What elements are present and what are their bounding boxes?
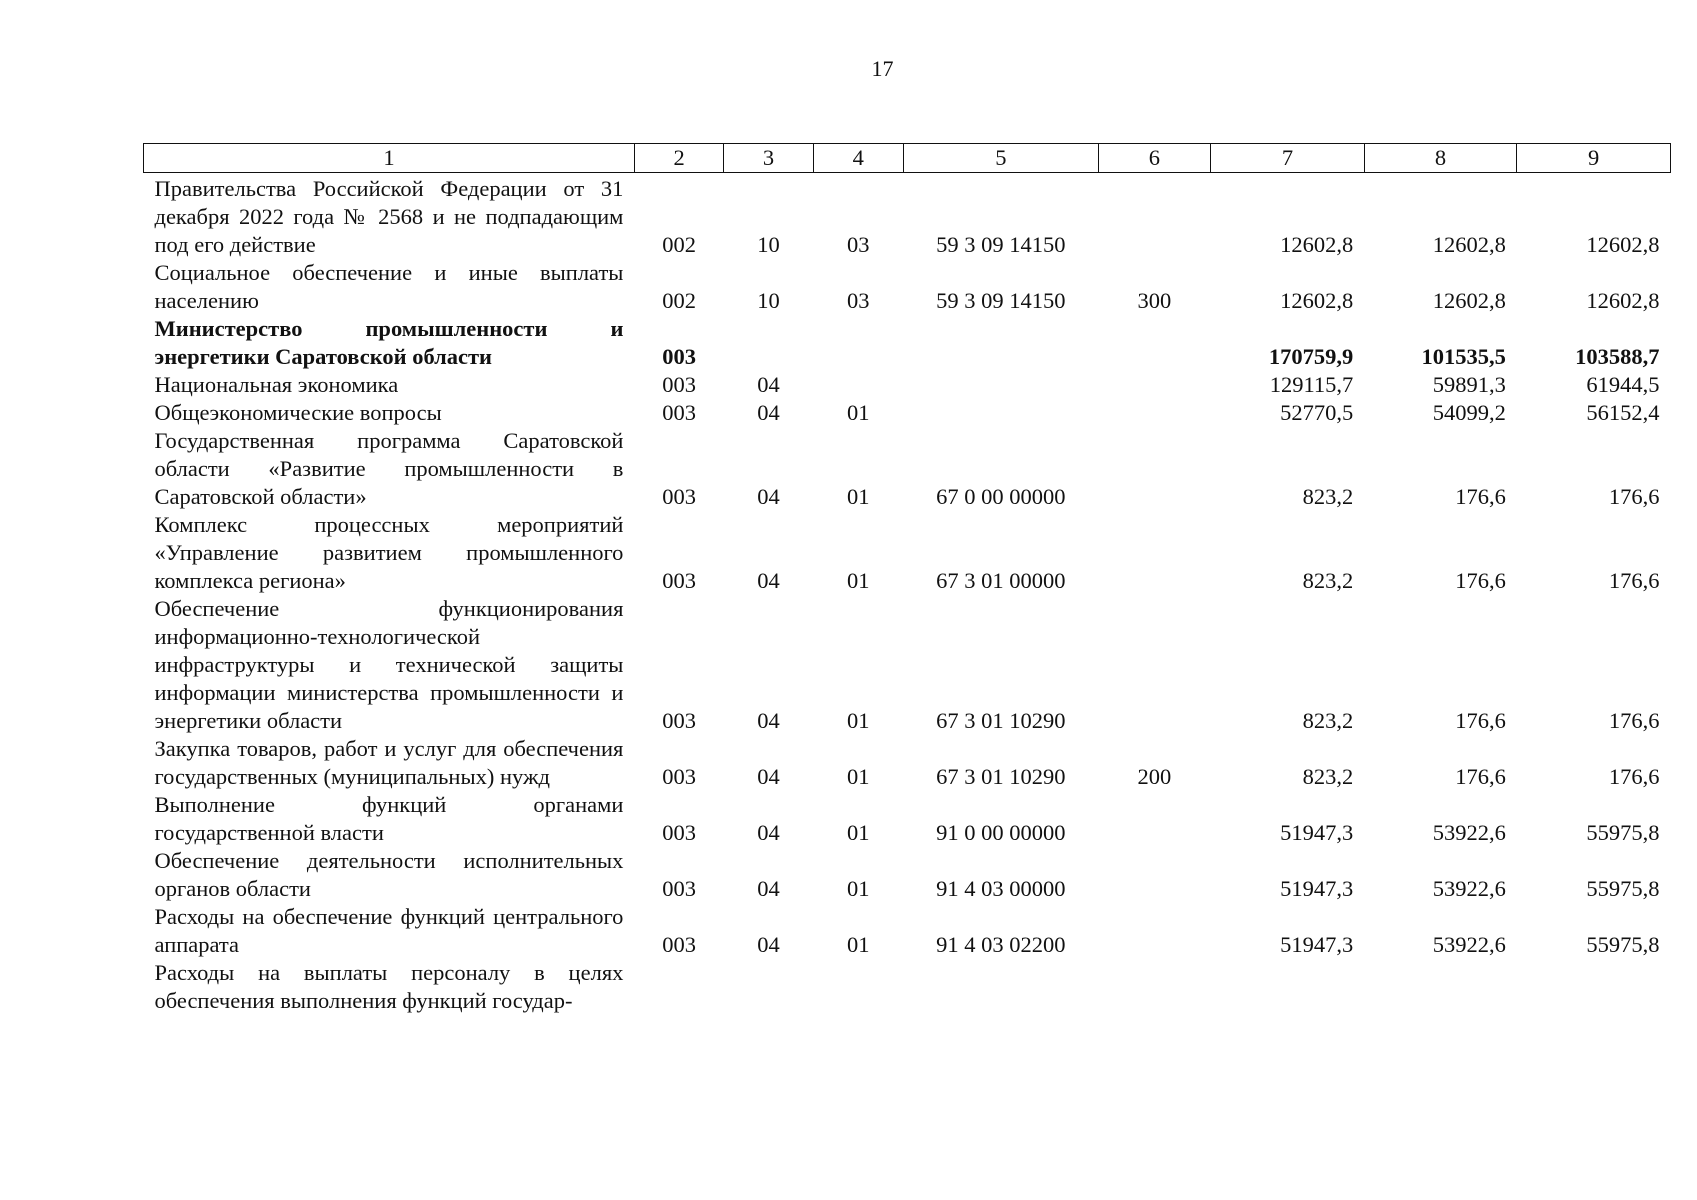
row-name-cell: Обеспечение функционирования информационно-технологической инфраструктуры и технической защиты информации министерства промышленности и энергетики области — [154, 596, 624, 733]
table-row — [144, 847, 1671, 903]
subsection-code-cell: 01 — [847, 568, 870, 593]
table-row — [144, 735, 1671, 791]
table-row — [144, 595, 1671, 735]
amount-year2-cell: 176,6 — [1455, 484, 1506, 509]
table-row — [144, 315, 1671, 371]
column-header: 1 — [144, 144, 635, 173]
subsection-code-cell: 01 — [847, 400, 870, 425]
row-name-cell: Общеэкономические вопросы — [154, 400, 442, 425]
table-row — [144, 259, 1671, 315]
row-name-cell: Расходы на обеспечение функций центрального аппарата — [154, 904, 624, 957]
expense-type-cell — [1098, 371, 1210, 399]
column-header: 9 — [1517, 144, 1671, 173]
ministry-code-cell: 003 — [662, 820, 696, 845]
expense-type-cell — [1098, 847, 1210, 903]
table-row — [144, 399, 1671, 427]
subsection-code-cell: 01 — [847, 708, 870, 733]
table-row — [144, 371, 1671, 399]
amount-year1-cell: 823,2 — [1302, 568, 1354, 593]
ministry-code-cell: 002 — [662, 232, 696, 257]
ministry-code-cell: 003 — [662, 932, 696, 957]
target-article-cell — [903, 371, 1098, 399]
amount-year3-cell: 12602,8 — [1586, 288, 1660, 313]
amount-year1-cell: 12602,8 — [1280, 288, 1354, 313]
amount-year2-cell: 12602,8 — [1432, 288, 1506, 313]
column-header: 5 — [903, 144, 1098, 173]
subsection-code-cell: 01 — [847, 764, 870, 789]
amount-year3-cell: 61944,5 — [1586, 372, 1660, 397]
amount-year2-cell: 176,6 — [1455, 708, 1506, 733]
column-header: 6 — [1098, 144, 1210, 173]
ministry-code-cell: 002 — [662, 288, 696, 313]
amount-year2-cell: 12602,8 — [1432, 232, 1506, 257]
row-name-cell: Министерство промышленности и энергетики Саратовской области — [154, 316, 624, 369]
subsection-code-cell — [813, 959, 903, 1015]
target-article-cell: 67 0 00 00000 — [936, 484, 1066, 509]
amount-year1-cell: 823,2 — [1302, 708, 1354, 733]
expense-type-cell — [1098, 791, 1210, 847]
target-article-cell: 67 3 01 00000 — [936, 568, 1066, 593]
target-article-cell — [903, 399, 1098, 427]
amount-year2-cell — [1364, 959, 1517, 1015]
amount-year1-cell: 823,2 — [1302, 764, 1354, 789]
ministry-code-cell: 003 — [662, 708, 696, 733]
amount-year2-cell: 59891,3 — [1432, 372, 1506, 397]
section-code-cell: 04 — [757, 568, 780, 593]
amount-year3-cell: 176,6 — [1608, 764, 1660, 789]
target-article-cell: 91 0 00 00000 — [936, 820, 1066, 845]
amount-year2-cell: 54099,2 — [1432, 400, 1506, 425]
amount-year2-cell: 101535,5 — [1421, 344, 1506, 369]
amount-year2-cell: 176,6 — [1455, 568, 1506, 593]
amount-year3-cell: 176,6 — [1608, 708, 1660, 733]
section-code-cell: 04 — [757, 484, 780, 509]
table-row — [144, 173, 1671, 260]
amount-year1-cell: 12602,8 — [1280, 232, 1354, 257]
row-name-cell: Правительства Российской Федерации от 31 декабря 2022 года № 2568 и не подпадающим под его действие — [154, 176, 624, 257]
table-header — [144, 144, 1671, 173]
amount-year1-cell: 823,2 — [1302, 484, 1354, 509]
column-header: 7 — [1211, 144, 1365, 173]
section-code-cell: 04 — [757, 708, 780, 733]
expense-type-cell — [1098, 315, 1210, 371]
table-row — [144, 903, 1671, 959]
amount-year1-cell: 52770,5 — [1280, 400, 1354, 425]
table-row — [144, 511, 1671, 595]
amount-year2-cell: 53922,6 — [1432, 876, 1506, 901]
amount-year2-cell: 53922,6 — [1432, 932, 1506, 957]
amount-year3-cell: 12602,8 — [1586, 232, 1660, 257]
amount-year2-cell: 53922,6 — [1432, 820, 1506, 845]
ministry-code-cell: 003 — [662, 372, 696, 397]
row-name-cell: Обеспечение деятельности исполнительных органов области — [154, 848, 624, 901]
section-code-cell: 04 — [757, 400, 780, 425]
expense-type-cell — [1098, 399, 1210, 427]
section-code-cell: 04 — [757, 764, 780, 789]
amount-year3-cell: 56152,4 — [1586, 400, 1660, 425]
amount-year3-cell: 176,6 — [1608, 568, 1660, 593]
table-row — [144, 959, 1671, 1015]
ministry-code-cell: 003 — [662, 484, 696, 509]
amount-year1-cell: 51947,3 — [1280, 932, 1354, 957]
amount-year1-cell — [1211, 959, 1365, 1015]
amount-year3-cell: 176,6 — [1608, 484, 1660, 509]
amount-year1-cell: 129115,7 — [1269, 372, 1354, 397]
expense-type-cell — [1098, 427, 1210, 511]
table-row — [144, 791, 1671, 847]
amount-year2-cell: 176,6 — [1455, 764, 1506, 789]
amount-year1-cell: 170759,9 — [1268, 344, 1354, 369]
target-article-cell: 67 3 01 10290 — [936, 708, 1066, 733]
subsection-code-cell — [813, 315, 903, 371]
expense-type-cell: 300 — [1137, 288, 1172, 313]
ministry-code-cell — [634, 959, 723, 1015]
amount-year3-cell: 55975,8 — [1586, 876, 1660, 901]
column-header: 8 — [1364, 144, 1517, 173]
section-code-cell: 04 — [757, 820, 780, 845]
row-name-cell: Выполнение функций органами государственной власти — [154, 792, 624, 845]
ministry-code-cell: 003 — [662, 764, 696, 789]
section-code-cell: 04 — [757, 372, 780, 397]
subsection-code-cell: 03 — [847, 288, 870, 313]
target-article-cell — [903, 315, 1098, 371]
amount-year3-cell: 103588,7 — [1575, 344, 1660, 369]
target-article-cell — [903, 959, 1098, 1015]
expense-type-cell — [1098, 173, 1210, 260]
ministry-code-cell: 003 — [662, 568, 696, 593]
section-code-cell — [724, 959, 813, 1015]
section-code-cell — [724, 315, 813, 371]
target-article-cell: 59 3 09 14150 — [936, 288, 1066, 313]
row-name-cell: Комплекс процессных мероприятий «Управление развитием промышленного комплекса региона» — [154, 512, 624, 593]
expense-type-cell — [1098, 903, 1210, 959]
section-code-cell: 04 — [757, 932, 780, 957]
row-name-cell: Национальная экономика — [154, 372, 399, 397]
row-name-cell: Расходы на выплаты персоналу в целях обеспечения выполнения функций государ- — [154, 960, 624, 1013]
table-row — [144, 427, 1671, 511]
section-code-cell: 10 — [757, 288, 780, 313]
amount-year3-cell — [1517, 959, 1671, 1015]
expense-type-cell: 200 — [1137, 764, 1172, 789]
subsection-code-cell: 03 — [847, 232, 870, 257]
subsection-code-cell: 01 — [847, 932, 870, 957]
section-code-cell: 10 — [757, 232, 780, 257]
column-header: 4 — [813, 144, 903, 173]
ministry-code-cell: 003 — [662, 344, 696, 369]
subsection-code-cell: 01 — [847, 876, 870, 901]
expense-type-cell — [1098, 959, 1210, 1015]
expense-type-cell — [1098, 511, 1210, 595]
row-name-cell: Государственная программа Саратовской области «Развитие промышленности в Саратовской области» — [154, 428, 624, 509]
column-header: 2 — [634, 144, 723, 173]
page-number: 17 — [871, 56, 894, 81]
target-article-cell: 59 3 09 14150 — [936, 232, 1066, 257]
budget-table — [143, 143, 1671, 1015]
expense-type-cell — [1098, 595, 1210, 735]
subsection-code-cell — [813, 371, 903, 399]
amount-year1-cell: 51947,3 — [1280, 820, 1354, 845]
header-row — [144, 144, 1671, 173]
ministry-code-cell: 003 — [662, 876, 696, 901]
row-name-cell: Социальное обеспечение и иные выплаты населению — [154, 260, 624, 313]
subsection-code-cell: 01 — [847, 484, 870, 509]
subsection-code-cell: 01 — [847, 820, 870, 845]
table-body — [144, 173, 1671, 1016]
target-article-cell: 67 3 01 10290 — [936, 764, 1066, 789]
section-code-cell: 04 — [757, 876, 780, 901]
amount-year1-cell: 51947,3 — [1280, 876, 1354, 901]
target-article-cell: 91 4 03 02200 — [936, 932, 1066, 957]
ministry-code-cell: 003 — [662, 400, 696, 425]
amount-year3-cell: 55975,8 — [1586, 932, 1660, 957]
row-name-cell: Закупка товаров, работ и услуг для обеспечения государственных (муниципальных) нужд — [154, 736, 624, 789]
target-article-cell: 91 4 03 00000 — [936, 876, 1066, 901]
column-header: 3 — [724, 144, 813, 173]
amount-year3-cell: 55975,8 — [1586, 820, 1660, 845]
